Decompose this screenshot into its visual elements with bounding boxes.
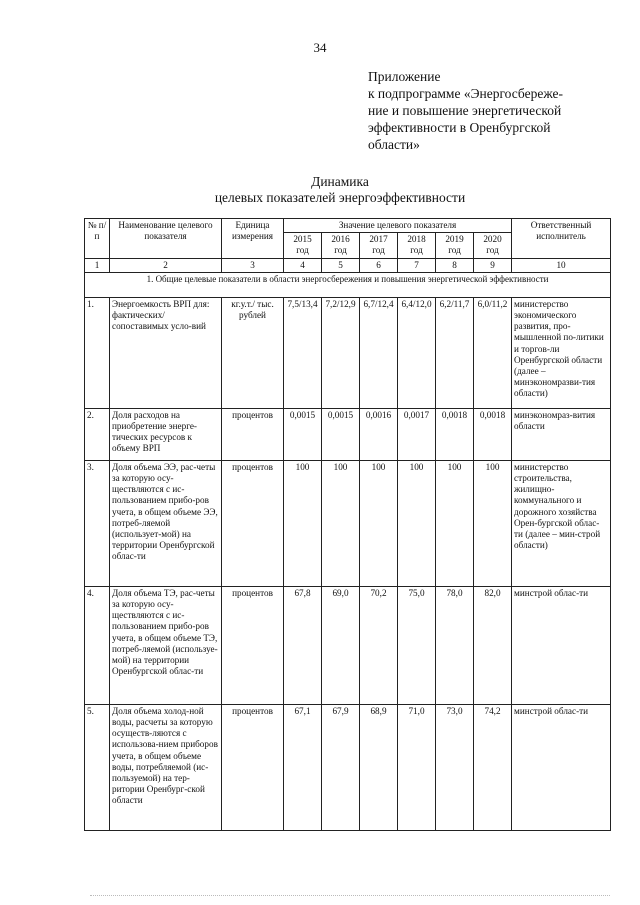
row-value: 100 [284,460,322,586]
row-value: 75,0 [398,586,436,704]
column-number: 5 [322,258,360,272]
row-unit: процентов [222,586,284,704]
row-name: Доля объема ТЭ, рас-четы за которую осу-ществляются с ис-пользованием прибо-ров учета, в общем объеме ТЭ, потреб-ляемой (используе-мой) на территории Оренбургской облас-ти [110,586,222,704]
column-number-row [85,258,611,272]
row-unit: процентов [222,704,284,830]
table-row [85,704,611,830]
table-row [85,297,611,408]
row-value: 82,0 [474,586,512,704]
row-value: 0,0018 [436,408,474,460]
row-responsible: министерство строительства, жилищно-коммунального и дорожного хозяйства Орен-бургской облас-ти (далее – мин-строй области) [512,460,611,586]
row-value: 100 [436,460,474,586]
header-year: 2019 год [436,233,474,258]
row-value: 0,0017 [398,408,436,460]
row-num: 5. [85,704,110,830]
row-responsible: минстрой облас-ти [512,586,611,704]
scan-artifact-line [90,895,610,896]
appendix-line: Приложение [368,69,441,84]
indicators-table [84,218,611,831]
row-value: 0,0018 [474,408,512,460]
column-number: 1 [85,258,110,272]
row-value: 100 [360,460,398,586]
section-title: 1. Общие целевые показатели в области энергосбережения и повышения энергетической эффективности [85,272,611,297]
appendix-line: области» [368,137,420,152]
column-number: 7 [398,258,436,272]
row-num: 2. [85,408,110,460]
row-value: 71,0 [398,704,436,830]
title-line-1: Динамика [311,174,369,189]
column-number: 2 [110,258,222,272]
row-value: 0,0015 [284,408,322,460]
row-name: Энергоемкость ВРП для: фактических/ сопоставимых усло-вий [110,297,222,408]
row-responsible: минстрой облас-ти [512,704,611,830]
row-value: 6,0/11,2 [474,297,512,408]
page-number: 34 [313,40,327,55]
column-number: 3 [222,258,284,272]
appendix-line: эффективности в Оренбургской [368,120,551,135]
row-num: 1. [85,297,110,408]
row-num: 4. [85,586,110,704]
document-title [0,174,640,206]
row-value: 69,0 [322,586,360,704]
row-value: 6,4/12,0 [398,297,436,408]
row-responsible: минэкономраз-вития области [512,408,611,460]
section-row [85,272,611,297]
header-unit: Единица измерения [222,219,284,259]
row-value: 6,7/12,4 [360,297,398,408]
header-row [85,219,611,233]
row-value: 6,2/11,7 [436,297,474,408]
row-value: 100 [474,460,512,586]
header-year: 2017 год [360,233,398,258]
table-row [85,586,611,704]
appendix-note [368,68,608,153]
row-value: 67,1 [284,704,322,830]
row-value: 74,2 [474,704,512,830]
row-value: 70,2 [360,586,398,704]
row-unit: процентов [222,460,284,586]
row-value: 73,0 [436,704,474,830]
header-year: 2015 год [284,233,322,258]
column-number: 8 [436,258,474,272]
row-value: 67,8 [284,586,322,704]
row-value: 7,5/13,4 [284,297,322,408]
row-num: 3. [85,460,110,586]
title-line-2: целевых показателей энергоэффективности [214,190,466,205]
row-unit: кг.у.т./ тыс. рублей [222,297,284,408]
row-value: 7,2/12,9 [322,297,360,408]
table-row [85,460,611,586]
row-value: 100 [322,460,360,586]
row-unit: процентов [222,408,284,460]
appendix-line: к подпрограмме «Энергосбереже- [368,86,563,101]
header-year: 2020 год [474,233,512,258]
row-value: 100 [398,460,436,586]
row-value: 0,0015 [322,408,360,460]
header-name: Наименование целевого показателя [110,219,222,259]
column-number: 9 [474,258,512,272]
column-number: 6 [360,258,398,272]
column-number: 4 [284,258,322,272]
row-responsible: министерство экономического развития, про-мышленной по-литики и торгов-ли Оренбургской области (далее – минэкономразви-тия области) [512,297,611,408]
header-value-group: Значение целевого показателя [284,219,512,233]
header-responsible: Ответственный исполнитель [512,219,611,259]
row-value: 67,9 [322,704,360,830]
header-year: 2016 год [322,233,360,258]
row-value: 0,0016 [360,408,398,460]
row-value: 68,9 [360,704,398,830]
row-value: 78,0 [436,586,474,704]
row-name: Доля объема холод-ной воды, расчеты за которую осуществ-ляются с использова-нием приборов учета, в общем объеме воды, потребляемой (ис-пользуемой) на тер-ритории Оренбург-ской области [110,704,222,830]
header-year: 2018 год [398,233,436,258]
row-name: Доля объема ЭЭ, рас-четы за которую осу-ществляются с ис-пользованием прибо-ров учета, в общем объеме ЭЭ, потреб-ляемой (использует-мой) на территории Оренбургской облас-ти [110,460,222,586]
appendix-line: ние и повышение энергетической [368,103,562,118]
header-num: № п/п [85,219,110,259]
column-number: 10 [512,258,611,272]
table-row [85,408,611,460]
row-name: Доля расходов на приобретение энерге-тических ресурсов к объему ВРП [110,408,222,460]
